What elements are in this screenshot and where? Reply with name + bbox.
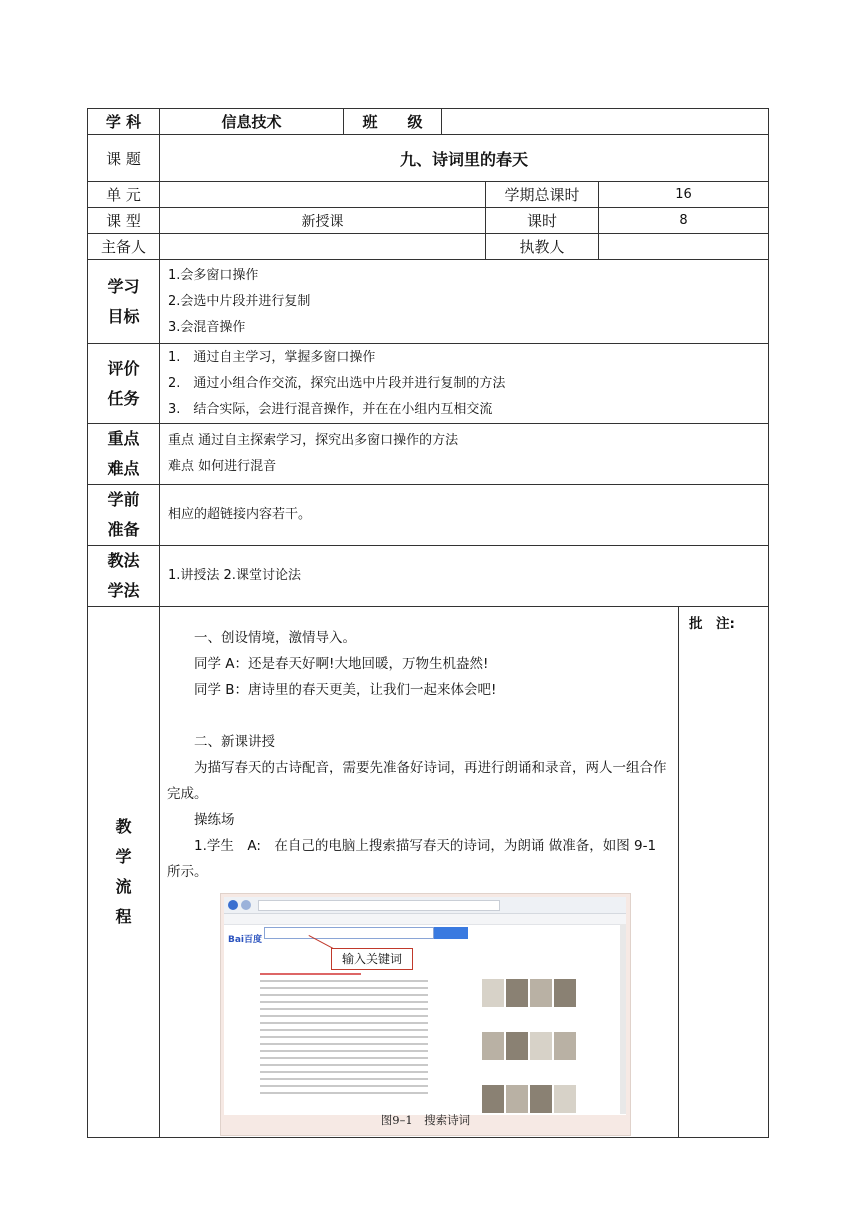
callout-keyword: 输入关键词 bbox=[331, 948, 413, 970]
teacher-label: 执教人 bbox=[486, 234, 599, 260]
total-hours-value: 16 bbox=[599, 182, 769, 208]
objective-item: 2.会选中片段并进行复制 bbox=[168, 293, 311, 309]
browser-toolbar bbox=[224, 897, 626, 914]
methods-text: 1.讲授法 2.课堂讨论法 bbox=[160, 546, 769, 607]
preparer-value bbox=[160, 234, 486, 260]
subject-value: 信息技术 bbox=[160, 109, 344, 135]
practice-heading: 操练场 bbox=[194, 812, 235, 828]
baidu-logo: Bai百度 bbox=[228, 935, 263, 945]
hours-label: 课时 bbox=[486, 208, 599, 234]
section-new-lesson-heading: 二、新课讲授 bbox=[194, 734, 275, 750]
lesson-type-value: 新授课 bbox=[160, 208, 486, 234]
teacher-value bbox=[599, 234, 769, 260]
evaluation-label: 评价 任务 bbox=[88, 344, 160, 424]
objectives-label: 学习 目标 bbox=[88, 260, 160, 344]
preparation-text: 相应的超链接内容若干。 bbox=[160, 485, 769, 546]
key-points-label: 重点 难点 bbox=[88, 424, 160, 485]
preparer-label: 主备人 bbox=[88, 234, 160, 260]
unit-label: 单 元 bbox=[88, 182, 160, 208]
dialogue-a: 同学 A：还是春天好啊!大地回暖，万物生机盎然! bbox=[194, 656, 489, 672]
key-point-item: 重点 通过自主探索学习，探究出多窗口操作的方法 bbox=[168, 433, 459, 448]
process-label: 教 学 流 程 bbox=[88, 607, 160, 1138]
key-points-list bbox=[160, 424, 769, 485]
topic-label: 课 题 bbox=[88, 135, 160, 182]
figure-9-1 bbox=[220, 893, 631, 1136]
task-description: 为描写春天的古诗配音，需要先准备好诗词，再进行朗诵和录音，两人一组合作完成。 bbox=[167, 760, 667, 802]
preparation-label: 学前 准备 bbox=[88, 485, 160, 546]
search-box bbox=[264, 927, 434, 939]
dialogue-b: 同学 B：唐诗里的春天更美，让我们一起来体会吧! bbox=[194, 682, 497, 698]
process-content bbox=[160, 607, 679, 1138]
evaluation-item: 3. 结合实际，会进行混音操作，并在在小组内互相交流 bbox=[168, 401, 493, 417]
methods-label: 教法 学法 bbox=[88, 546, 160, 607]
section-intro-heading: 一、创设情境，激情导入。 bbox=[194, 630, 356, 646]
objectives-list bbox=[160, 260, 769, 344]
class-value bbox=[442, 109, 769, 135]
lesson-type-label: 课 型 bbox=[88, 208, 160, 234]
subject-label: 学 科 bbox=[88, 109, 160, 135]
evaluation-item: 1. 通过自主学习，掌握多窗口操作 bbox=[168, 349, 376, 365]
objective-item: 1.会多窗口操作 bbox=[168, 267, 259, 283]
evaluation-list bbox=[160, 344, 769, 424]
class-label: 班 级 bbox=[344, 109, 442, 135]
annotation-column: 批 注: bbox=[679, 607, 769, 1138]
browser-screenshot bbox=[224, 897, 626, 1115]
figure-caption: 图9–1 搜索诗词 bbox=[380, 1113, 471, 1127]
topic-title: 九、诗词里的春天 bbox=[160, 135, 769, 182]
browser-tabs bbox=[224, 914, 626, 925]
difficulty-item: 难点 如何进行混音 bbox=[168, 459, 277, 474]
forward-icon bbox=[241, 900, 251, 910]
evaluation-item: 2. 通过小组合作交流，探究出选中片段并进行复制的方法 bbox=[168, 375, 506, 391]
objective-item: 3.会混音操作 bbox=[168, 319, 246, 335]
poem-text-block bbox=[260, 973, 428, 1113]
back-icon bbox=[228, 900, 238, 910]
unit-value bbox=[160, 182, 486, 208]
search-button bbox=[434, 927, 468, 939]
scrollbar bbox=[620, 924, 626, 1114]
total-hours-label: 学期总课时 bbox=[486, 182, 599, 208]
hours-value: 8 bbox=[599, 208, 769, 234]
step-1-text: 1.学生 A: 在自己的电脑上搜索描写春天的诗词，为朗诵 做准备，如图 9-1 所示。 bbox=[167, 838, 657, 880]
lesson-plan-table bbox=[87, 108, 769, 1138]
related-images bbox=[482, 979, 594, 1115]
address-bar bbox=[258, 900, 500, 911]
